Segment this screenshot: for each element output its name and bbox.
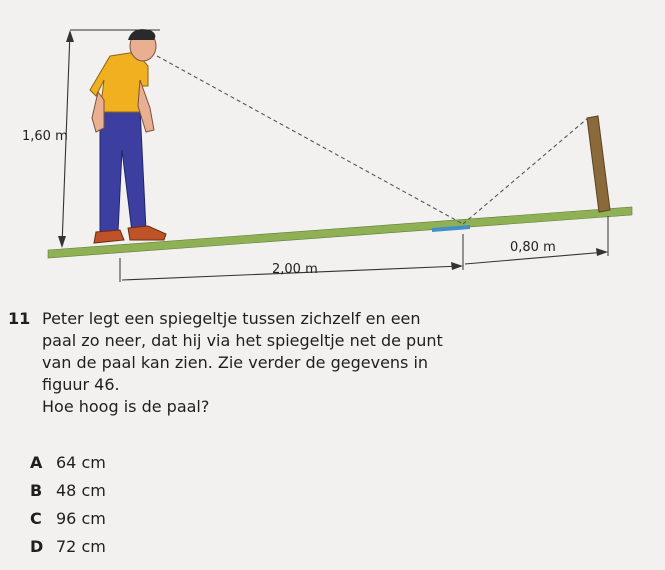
option-a[interactable] — [30, 451, 106, 479]
sight-line-eye-to-mirror — [157, 56, 463, 224]
option-text: 72 cm — [56, 537, 106, 556]
option-d[interactable] — [30, 535, 106, 563]
question-text-line: paal zo neer, dat hij via het spiegeltje net de punt — [42, 331, 443, 350]
distance-label-mirror-pole: 0,80 m — [510, 240, 556, 255]
question-text-line: van de paal kan zien. Zie verder de gegevens in — [42, 353, 429, 372]
arrow-080m-right — [596, 248, 608, 256]
distance-label-person-mirror: 2,00 m — [272, 262, 318, 277]
option-letter: B — [30, 481, 43, 500]
height-arrow-bottom — [58, 236, 66, 248]
question-number: 11 — [8, 309, 31, 328]
answer-options — [30, 451, 106, 563]
option-text: 64 cm — [56, 453, 106, 472]
option-letter: A — [30, 453, 43, 472]
question-text — [42, 308, 522, 418]
question-text-line: figuur 46. — [42, 375, 120, 394]
option-letter: D — [30, 537, 44, 556]
height-label: 1,60 m — [22, 129, 68, 144]
question-ask: Hoe hoog is de paal? — [42, 397, 210, 416]
person-peter — [90, 29, 166, 243]
pole — [587, 116, 610, 212]
question-text-line: Peter legt een spiegeltje tussen zichzelf en een — [42, 309, 421, 328]
option-b[interactable] — [30, 479, 106, 507]
option-text: 48 cm — [56, 481, 106, 500]
option-c[interactable] — [30, 507, 106, 535]
sight-line-mirror-to-pole — [463, 118, 588, 224]
arrow-2m-right — [451, 262, 463, 270]
option-letter: C — [30, 509, 42, 528]
height-arrow-top — [66, 30, 74, 42]
option-text: 96 cm — [56, 509, 106, 528]
